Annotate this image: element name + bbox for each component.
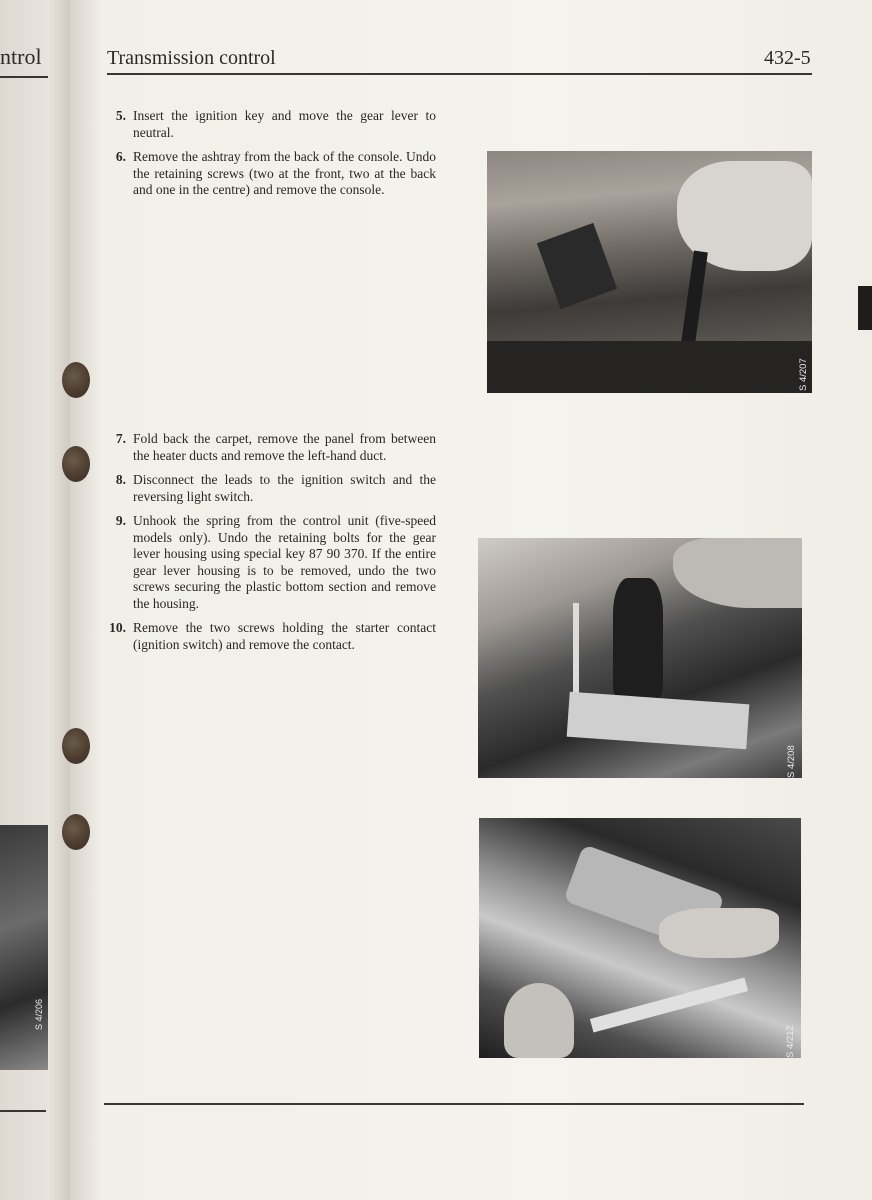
- photo-housing-shape: [567, 692, 750, 749]
- step-text: Unhook the spring from the control unit (five-speed models only). Undo the retaining bolts for the gear lever housing using special key 87 90 370. If the entire gear lever housing is to be removed, undo the two screws securing the plastic bottom section and remove the housing.: [133, 513, 436, 611]
- step-text: Fold back the carpet, remove the panel from between the heater ducts and remove the left-hand duct.: [133, 431, 436, 463]
- footer-rule: [104, 1103, 804, 1105]
- photo-gear-boot-shape: [613, 578, 663, 698]
- previous-page-photo: [0, 825, 48, 1070]
- binder-hole: [62, 362, 90, 398]
- previous-page-header-rule: [0, 76, 48, 78]
- photo-starter-contact: [479, 818, 801, 1058]
- instruction-step: [104, 108, 436, 141]
- section-tab-marker: [858, 286, 872, 330]
- photo-floor-shape: [487, 341, 812, 393]
- instruction-step: [104, 149, 436, 199]
- page-title: Transmission control: [107, 47, 276, 69]
- instruction-steps-upper: [104, 108, 436, 207]
- page-number: 432-5: [764, 47, 811, 69]
- step-number: 8.: [115, 472, 126, 487]
- step-number: 7.: [115, 431, 126, 446]
- step-number: 6.: [115, 149, 126, 164]
- photo-label: S 4/207: [798, 358, 809, 391]
- step-number: 10.: [109, 620, 126, 635]
- photo-gear-lever-housing: [478, 538, 802, 778]
- photo-console-shape: [537, 223, 617, 309]
- previous-page-footer-rule: [0, 1110, 46, 1112]
- instruction-step: [104, 513, 436, 612]
- instruction-step: [104, 620, 436, 653]
- step-text: Remove the two screws holding the starter contact (ignition switch) and remove the contact.: [133, 620, 436, 652]
- photo-arm-shape: [673, 538, 802, 608]
- step-text: Remove the ashtray from the back of the console. Undo the retaining screws (two at the front, two at the back and one in the centre) and remove the console.: [133, 149, 436, 197]
- previous-page-edge: [0, 0, 70, 1200]
- binder-hole: [62, 446, 90, 482]
- photo-screwdriver-shape: [680, 251, 708, 352]
- instruction-step: [104, 431, 436, 464]
- step-number: 9.: [115, 513, 126, 528]
- binder-hole: [62, 814, 90, 850]
- previous-page-title: ntrol: [0, 44, 42, 69]
- photo-hand-shape: [504, 983, 574, 1058]
- photo-console-removal: [487, 151, 812, 393]
- binder-hole: [62, 728, 90, 764]
- photo-label: S 4/208: [786, 745, 797, 778]
- instruction-steps-lower: [104, 431, 436, 661]
- previous-page-photo-label: S 4/206: [34, 998, 44, 1030]
- instruction-step: [104, 472, 436, 505]
- photo-rail-shape: [590, 978, 748, 1033]
- step-number: 5.: [115, 108, 126, 123]
- photo-label: S 4/212: [785, 1025, 796, 1058]
- header-rule: [107, 73, 812, 75]
- photo-hand-shape: [659, 908, 779, 958]
- step-text: Disconnect the leads to the ignition switch and the reversing light switch.: [133, 472, 436, 504]
- step-text: Insert the ignition key and move the gear lever to neutral.: [133, 108, 436, 140]
